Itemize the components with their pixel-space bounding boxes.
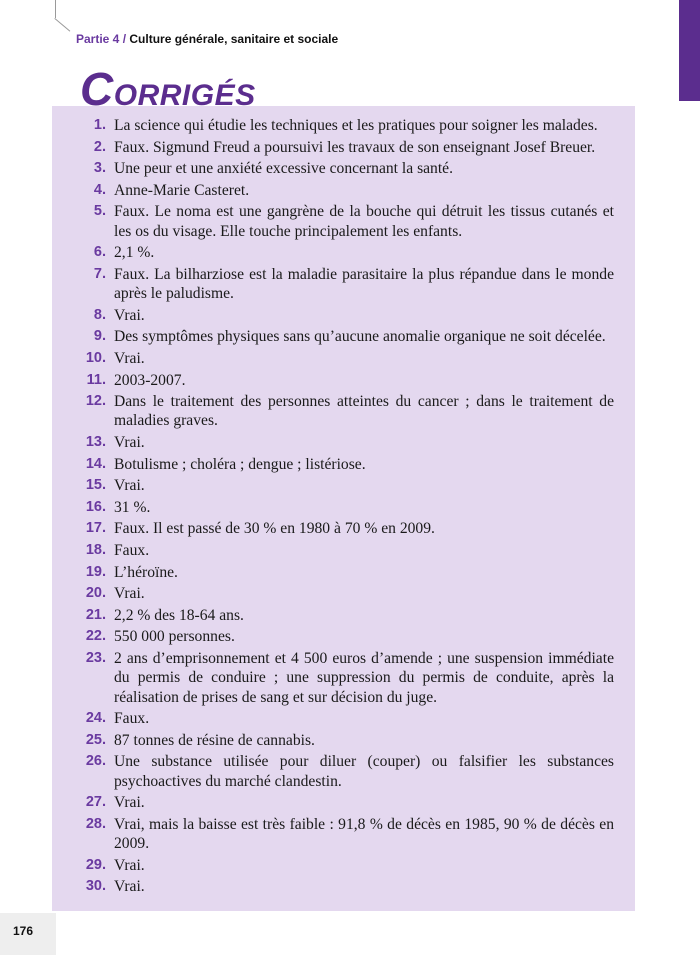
answer-number: 6. [93,244,106,261]
answer-text: 87 tonnes de résine de cannabis. [114,731,315,749]
answer-item [76,455,614,474]
corner-line [55,0,56,18]
section-side-tab [679,0,700,101]
answer-item [76,793,614,812]
answer-text: 2 ans d’emprisonnement et 4 500 euros d’amende ; une suspension immédiate du permis de conduire ; une suppression du permis de conduite, après la réalisation de prises de sang et sur décision du juge. [114,649,614,706]
answer-number: 5. [93,203,106,220]
answer-item [76,371,614,390]
answer-number: 8. [93,306,106,323]
header-section: Culture générale, sanitaire et sociale [129,32,339,46]
answer-number: 9. [93,328,106,345]
answer-text: Une peur et une anxiété excessive concernant la santé. [114,160,454,178]
answer-number: 1. [93,117,106,133]
answer-number: 30. [85,878,106,895]
running-header [76,32,338,46]
answer-number: 23. [85,649,106,666]
answer-number: 28. [85,815,106,832]
answer-number: 19. [85,563,106,580]
answer-item [76,265,614,304]
answer-text: 2003-2007. [114,371,186,389]
answer-number: 29. [85,856,106,873]
answer-number: 21. [85,606,106,623]
answer-item [76,606,614,625]
answer-item [76,627,614,646]
answer-item [76,584,614,603]
answer-text: Une substance utilisée pour diluer (couper) ou falsifier les substances psychoactives du marché clandestin. [114,753,614,790]
answer-item [76,181,614,200]
answer-number: 7. [93,265,106,282]
answer-text: 2,1 %. [114,244,155,262]
answer-text: Vrai. [114,856,145,874]
answer-item [76,519,614,538]
answer-text: Faux. [114,710,150,728]
answer-item [76,433,614,452]
answer-number: 16. [85,498,106,515]
answer-text: Vrai. [114,349,145,367]
answer-number: 13. [85,434,106,451]
answer-number: 22. [85,628,106,645]
answer-text: L’héroïne. [114,563,178,581]
answer-number: 27. [85,794,106,811]
answer-item [76,815,614,854]
answer-text: Faux. Le noma est une gangrène de la bouche qui détruit les tissus cutanés et les os du visage. Elle touche principalement les enfants. [114,203,614,240]
answer-text: Botulisme ; choléra ; dengue ; listériose. [114,455,366,473]
answer-number: 14. [85,455,106,472]
header-separator: / [122,32,127,46]
answer-item [76,392,614,431]
answer-number: 15. [85,477,106,494]
title-initial: C [80,63,114,115]
answer-item [76,138,614,157]
answer-item [76,202,614,241]
answer-number: 20. [85,585,106,602]
answer-text: Vrai. [114,585,145,603]
answer-number: 3. [93,160,106,177]
answer-text: Des symptômes physiques sans qu’aucune anomalie organique ne soit décelée. [114,328,606,346]
answer-text: Vrai. [114,306,145,324]
corner-line-diagonal [54,18,70,32]
answers-list [76,116,614,899]
answer-text: Faux. Il est passé de 30 % en 1980 à 70 % en 2009. [114,520,435,538]
answer-item [76,306,614,325]
page-title [80,63,256,115]
answer-number: 26. [85,753,106,770]
answer-item [76,159,614,178]
answer-item [76,327,614,346]
header-part: Partie 4 [76,32,120,46]
answer-number: 18. [85,541,106,558]
answer-text: Faux. [114,541,150,559]
answer-item [76,116,614,135]
answer-item [76,541,614,560]
answer-text: 2,2 % des 18-64 ans. [114,606,244,624]
answer-number: 11. [86,371,106,388]
answer-item [76,649,614,707]
answer-item [76,709,614,728]
answer-number: 25. [85,731,106,748]
answer-item [76,349,614,368]
answer-number: 2. [93,138,106,155]
answer-item [76,877,614,896]
answer-number: 10. [85,349,106,366]
answer-text: La science qui étudie les techniques et les pratiques pour soigner les malades. [114,117,598,134]
answer-number: 12. [85,393,106,410]
answer-item [76,731,614,750]
answer-text: Vrai. [114,477,145,495]
answer-text: Vrai. [114,434,145,452]
answer-item [76,563,614,582]
answer-number: 24. [85,710,106,727]
answer-item [76,498,614,517]
answer-text: 31 %. [114,498,151,516]
answer-number: 4. [93,181,106,198]
page-number: 176 [13,924,34,938]
answer-text: Dans le traitement des personnes atteintes du cancer ; dans le traitement de maladies graves. [114,393,614,430]
answer-item [76,476,614,495]
answer-text: 550 000 personnes. [114,628,235,646]
title-rest: ORRIGÉS [113,79,256,112]
answer-text: Vrai. [114,878,145,896]
answer-item [76,243,614,262]
answer-text: Faux. La bilharziose est la maladie parasitaire la plus répandue dans le monde après le paludisme. [114,265,614,303]
answer-number: 17. [85,520,106,537]
answer-text: Vrai. [114,794,145,812]
answer-text: Faux. Sigmund Freud a poursuivi les travaux de son enseignant Josef Breuer. [114,138,596,156]
answer-item [76,752,614,791]
answer-text: Anne-Marie Casteret. [114,181,250,199]
answer-item [76,856,614,875]
answer-text: Vrai, mais la baisse est très faible : 91,8 % de décès en 1985, 90 % de décès en 2009. [114,815,614,853]
